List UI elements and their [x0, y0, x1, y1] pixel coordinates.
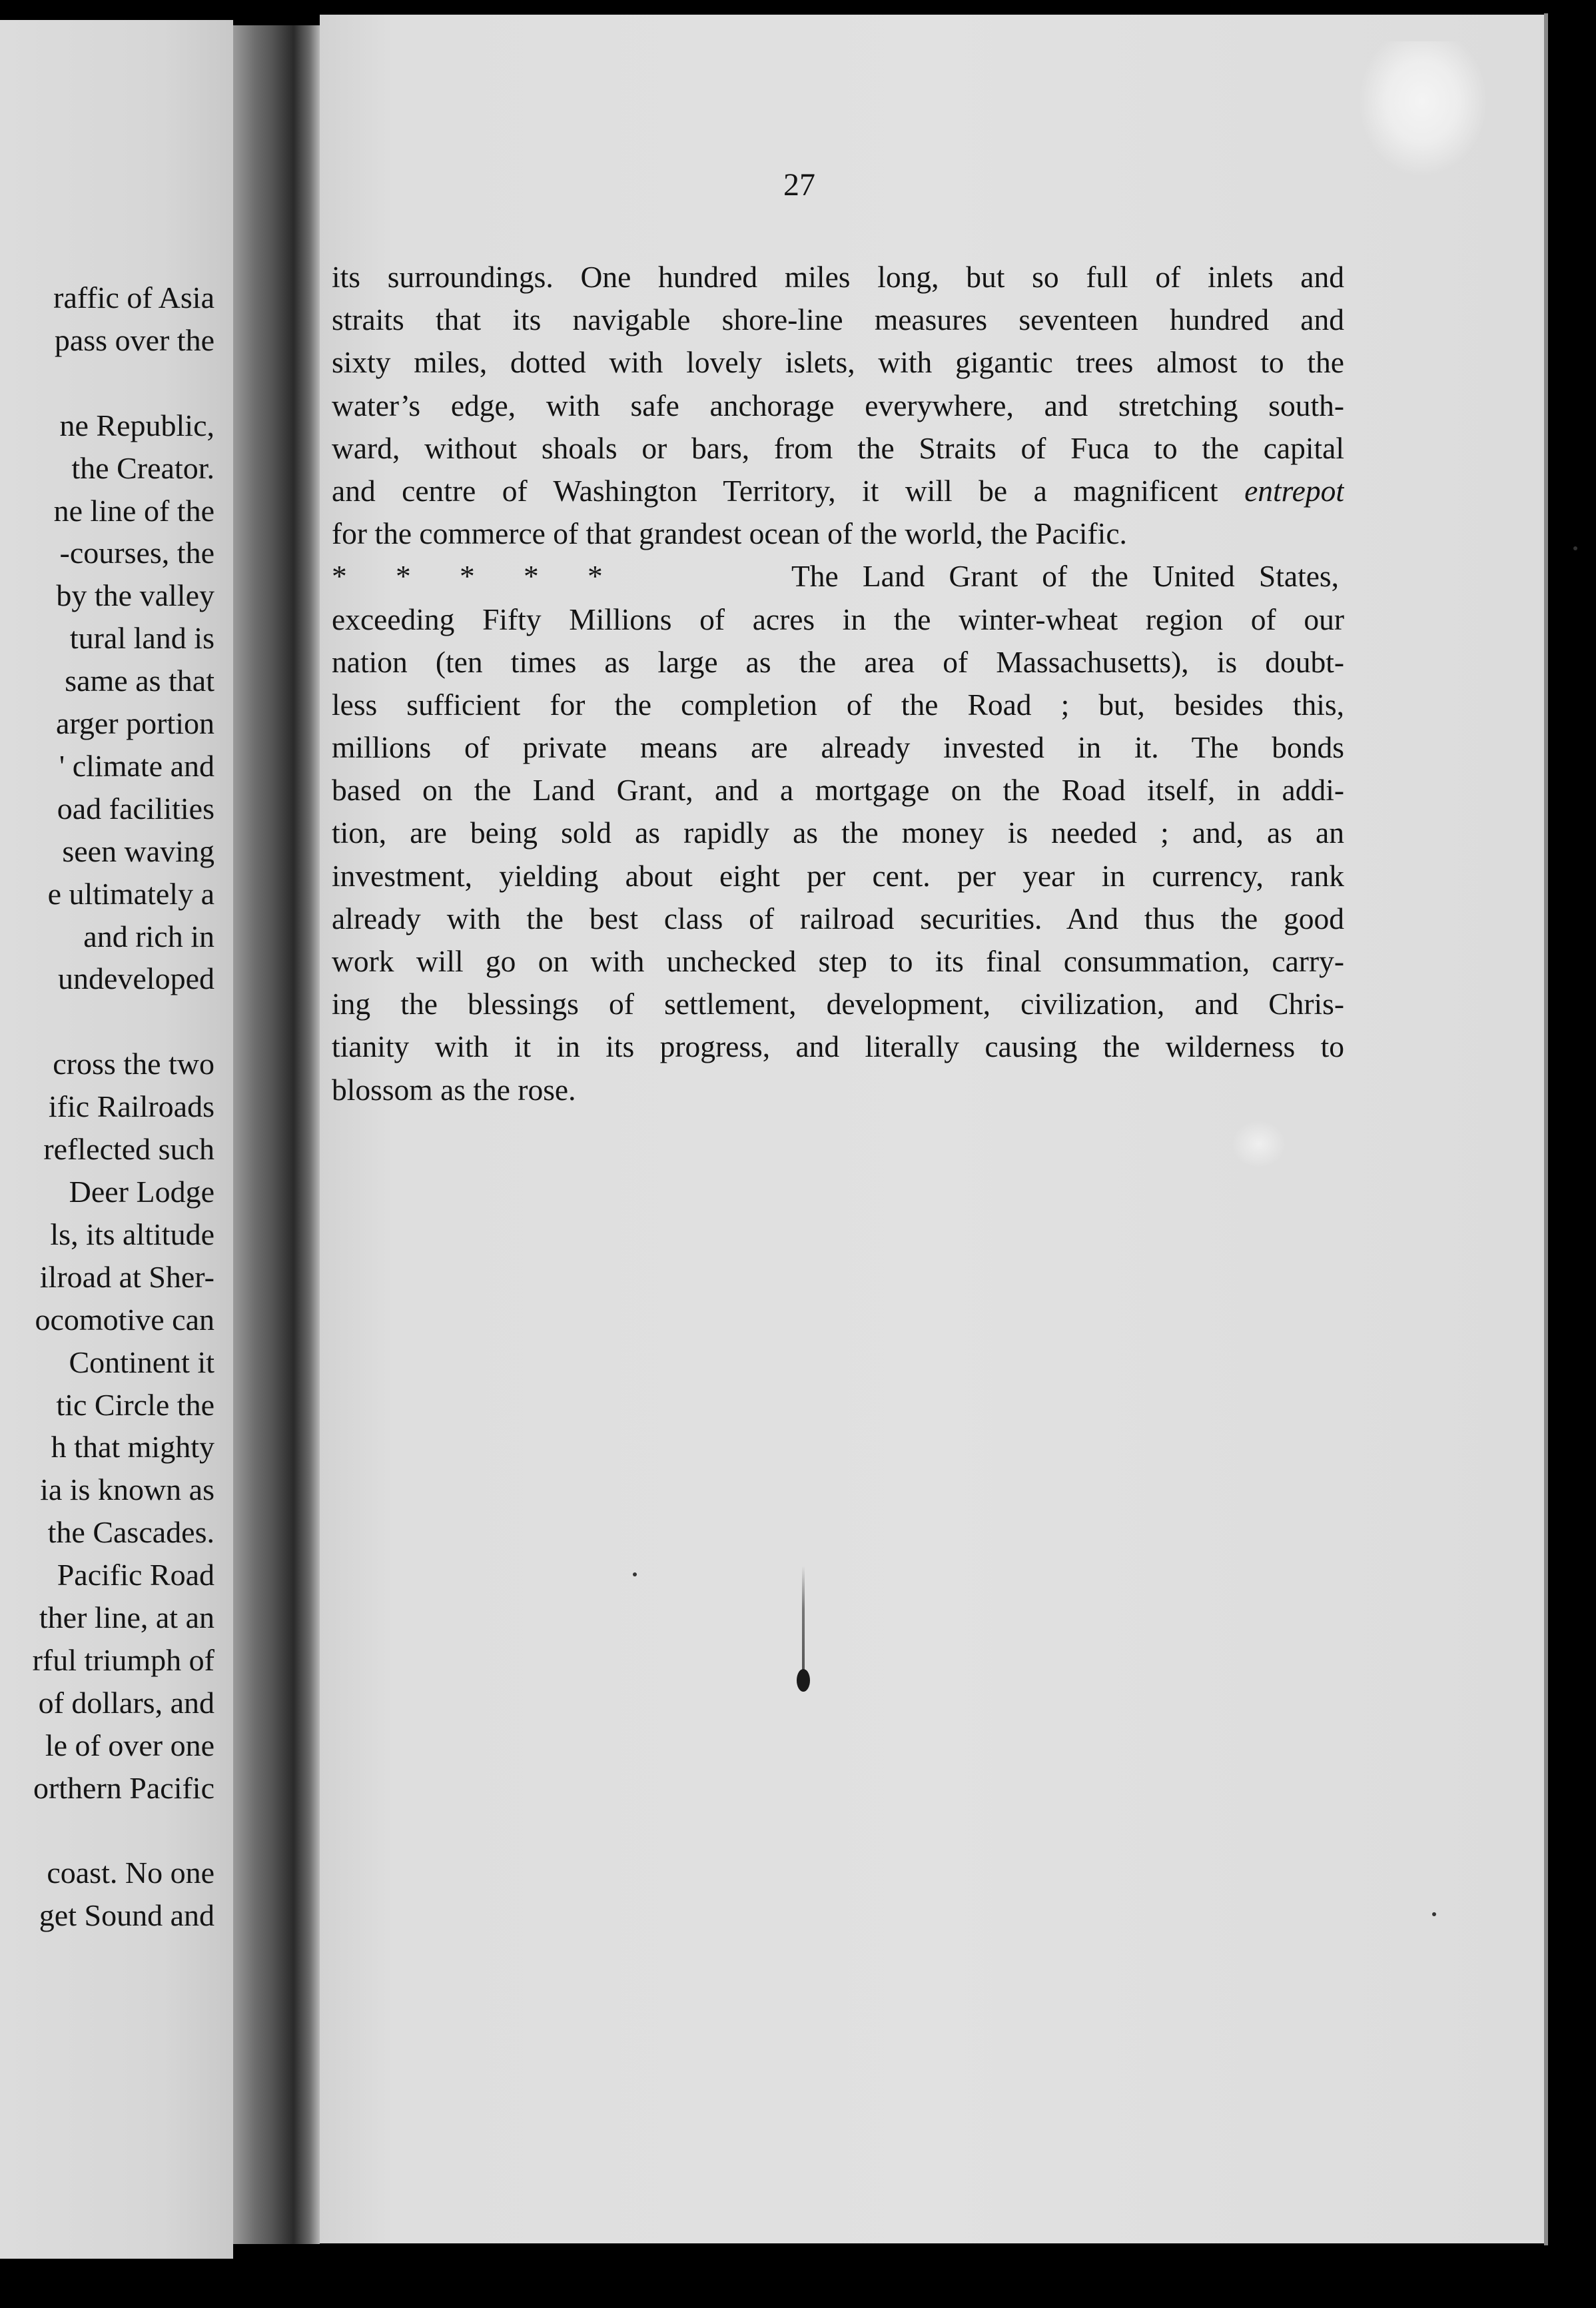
text-line: exceeding Fifty Millions of acres in the winter-wheat region of our — [332, 602, 1344, 636]
text-line: tion, are being sold as rapidly as the money is needed ; and, as an — [332, 816, 1344, 850]
left-text-line: ' climate and — [59, 748, 214, 783]
text-line: tianity with it in its progress, and literally causing the wilderness to — [332, 1029, 1344, 1064]
left-text-line: tic Circle the — [56, 1387, 214, 1422]
left-text-line: seen waving — [62, 834, 214, 868]
left-text-line: cross the two — [53, 1047, 214, 1081]
left-text-line: undeveloped — [57, 961, 214, 996]
left-text-line: Pacific Road — [57, 1558, 214, 1592]
text-line: water’s edge, with safe anchorage everywhere, and stretching south- — [332, 388, 1344, 422]
left-text-line: ne Republic, — [59, 408, 214, 442]
left-page-fragment — [0, 20, 233, 2259]
book-spine-shadow — [233, 25, 320, 2244]
page-number: 27 — [783, 167, 815, 203]
text-span: and centre of Washington Territory, it will be a magnificent — [332, 473, 1218, 508]
page-body-text — [332, 256, 1344, 1111]
left-page-text — [0, 277, 214, 1937]
left-text-line: arger portion — [55, 706, 214, 741]
left-text-line: by the valley — [56, 578, 214, 613]
text-line: millions of private means are already invested in it. The bonds — [332, 730, 1344, 765]
left-text-line: ocomotive can — [35, 1302, 214, 1337]
text-line: blossom as the rose. — [332, 1072, 576, 1107]
left-text-line: oad facilities — [57, 791, 214, 826]
left-text-line: ia is known as — [40, 1472, 214, 1507]
left-text-line — [0, 1810, 214, 1852]
left-text-line: e ultimately a — [47, 876, 214, 911]
text-line: investment, yielding about eight per cent. per year in currency, rank — [332, 858, 1344, 893]
left-text-line: ls, its altitude — [50, 1217, 214, 1251]
paper-stain — [1232, 1121, 1286, 1167]
left-text-line: the Cascades. — [47, 1515, 214, 1550]
ink-streak — [802, 1566, 805, 1672]
left-text-line: Deer Lodge — [69, 1175, 214, 1209]
left-text-line: le of over one — [45, 1728, 214, 1762]
ink-speck — [1432, 1912, 1436, 1916]
left-text-line: the Creator. — [71, 450, 214, 485]
left-text-line — [0, 362, 214, 404]
left-text-line: orthern Pacific — [33, 1770, 214, 1805]
text-line: ward, without shoals or bars, from the Straits of Fuca to the capital — [332, 430, 1344, 465]
ink-blot — [797, 1669, 810, 1692]
left-text-line: -courses, the — [59, 536, 214, 570]
left-text-line: pass over the — [54, 322, 214, 357]
left-text-line — [0, 1000, 214, 1043]
page-edge — [1544, 13, 1548, 2245]
italic-word: entrepot — [1244, 473, 1344, 508]
text-line: ing the blessings of settlement, development, civilization, and Chris- — [332, 987, 1344, 1021]
left-text-line: and rich in — [83, 919, 214, 953]
text-line: sixty miles, dotted with lovely islets, with gigantic trees almost to the — [332, 345, 1344, 380]
text-line: less sufficient for the completion of the Road ; but, besides this, — [332, 687, 1344, 722]
left-text-line: reflected such — [43, 1132, 214, 1167]
left-text-line: ne line of the — [53, 493, 214, 528]
text-line: nation (ten times as large as the area of Massachusetts), is doubt- — [332, 644, 1344, 679]
text-span: The Land Grant of the United States, — [791, 559, 1339, 594]
asterisk-separator — [332, 555, 791, 598]
left-text-line: ific Railroads — [48, 1089, 214, 1124]
left-text-line: ther line, at an — [39, 1600, 214, 1635]
asterisk: * — [460, 559, 475, 594]
left-text-line: ilroad at Sher- — [39, 1259, 214, 1294]
left-text-line: of dollars, and — [38, 1685, 214, 1720]
ink-speck — [633, 1572, 637, 1576]
text-line — [332, 555, 1344, 598]
text-line: already with the best class of railroad securities. And thus the good — [332, 901, 1344, 935]
left-text-line: h that mighty — [51, 1430, 214, 1464]
text-line: based on the Land Grant, and a mortgage on the Road itself, in addi- — [332, 773, 1344, 808]
left-text-line: get Sound and — [39, 1898, 214, 1933]
text-line: straits that its navigable shore-line measures seventeen hundred and — [332, 302, 1344, 337]
asterisk: * — [588, 559, 603, 594]
asterisk: * — [524, 559, 539, 594]
left-text-line: same as that — [65, 664, 214, 698]
text-line — [332, 470, 1344, 512]
text-line: for the commerce of that grandest ocean of the world, the Pacific. — [332, 516, 1127, 551]
text-line: its surroundings. One hundred miles long, but so full of inlets and — [332, 260, 1344, 294]
left-text-line: Continent it — [69, 1345, 214, 1379]
left-text-line: tural land is — [69, 621, 214, 656]
paper-stain — [1359, 41, 1485, 175]
asterisk: * — [396, 559, 411, 594]
text-line: work will go on with unchecked step to its final consummation, carry- — [332, 944, 1344, 978]
left-text-line: coast. No one — [47, 1856, 214, 1890]
ink-speck — [1573, 546, 1577, 550]
left-text-line: raffic of Asia — [53, 281, 214, 314]
left-text-line: rful triumph of — [32, 1642, 214, 1677]
asterisk: * — [332, 559, 347, 594]
